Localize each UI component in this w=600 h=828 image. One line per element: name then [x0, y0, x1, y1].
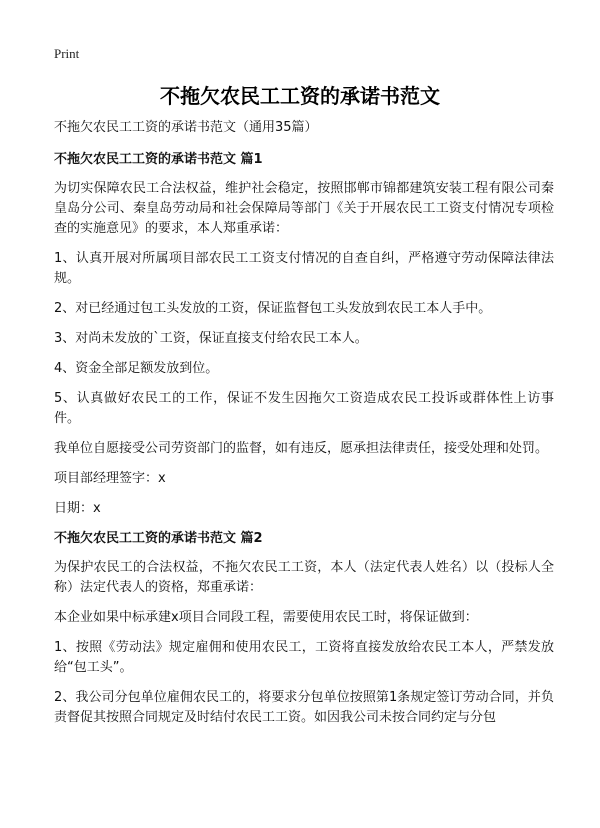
- paragraph: 为保护农民工的合法权益，不拖欠农民工工资，本人（法定代表人姓名）以（投标人全称）法定代表人的资格，郑重承诺：: [54, 560, 554, 595]
- paragraph: 5、认真做好农民工的工作，保证不发生因拖欠工资造成农民工投诉或群体性上访事件。: [54, 391, 554, 426]
- paragraph: 1、认真开展对所属项目部农民工工资支付情况的自查自纠，严格遵守劳动保障法律法规。: [54, 251, 554, 286]
- paragraph: 3、对尚未发放的`工资，保证直接支付给农民工本人。: [54, 331, 368, 346]
- section-2: [54, 529, 554, 728]
- section-1: [54, 150, 554, 519]
- page-title: 不拖欠农民工工资的承诺书范文: [160, 84, 440, 108]
- date-line: 日期：x: [54, 501, 101, 516]
- document-subtitle: 不拖欠农民工工资的承诺书范文（通用35篇）: [54, 120, 318, 135]
- paragraph: 本企业如果中标承建x项目合同段工程，需要使用农民工时，将保证做到：: [54, 610, 478, 625]
- document-body: [54, 118, 554, 738]
- paragraph: 2、对已经通过包工头发放的工资，保证监督包工头发放到农民工本人手中。: [54, 301, 492, 316]
- paragraph: 为切实保障农民工合法权益，维护社会稳定，按照邯郸市锦都建筑安装工程有限公司秦皇岛分公司、秦皇岛劳动局和社会保障局等部门《关于开展农民工工资支付情况专项检查的实施意见》的要求，本人郑重承诺：: [54, 181, 554, 236]
- paragraph: 4、资金全部足额发放到位。: [54, 361, 219, 376]
- paragraph: 我单位自愿接受公司劳资部门的监督，如有违反，愿承担法律责任，接受处理和处罚。: [54, 441, 549, 456]
- paragraph: 2、我公司分包单位雇佣农民工的，将要求分包单位按照第1条规定签订劳动合同，并负责督促其按照合同规定及时结付农民工工资。如因我公司未按合同约定与分包: [54, 690, 554, 725]
- section-heading: 不拖欠农民工工资的承诺书范文 篇2: [54, 531, 263, 546]
- section-heading: 不拖欠农民工工资的承诺书范文 篇1: [54, 152, 263, 167]
- print-link[interactable]: Print: [54, 46, 80, 61]
- signature-line: 项目部经理签字：x: [54, 471, 166, 486]
- paragraph: 1、按照《劳动法》规定雇佣和使用农民工，工资将直接发放给农民工本人，严禁发放给“包工头”。: [54, 640, 554, 675]
